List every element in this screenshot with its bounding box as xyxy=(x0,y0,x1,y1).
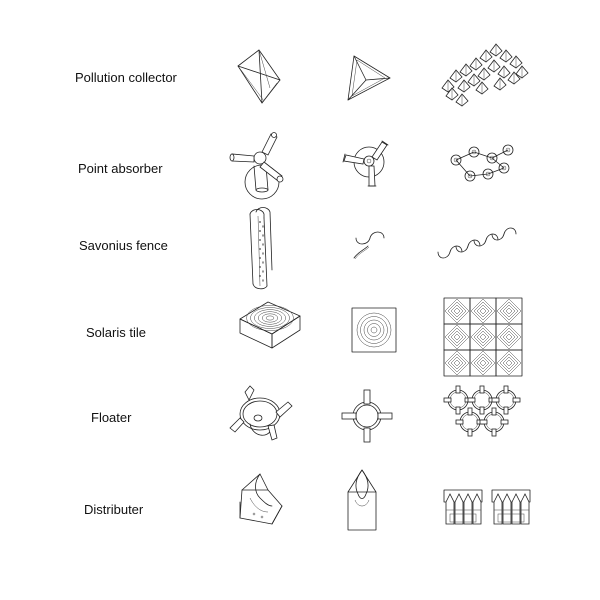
solaris-tile-plan-drawing xyxy=(322,284,422,384)
row-label: Distributer xyxy=(84,502,144,517)
row-floater xyxy=(0,370,600,470)
row-label: Point absorber xyxy=(78,161,163,176)
row-solaris-tile xyxy=(0,284,600,384)
pollution-collector-array-drawing xyxy=(434,28,534,128)
floater-axonometric-drawing xyxy=(210,370,310,470)
distributer-plan-drawing xyxy=(322,462,422,562)
floater-plan-drawing xyxy=(322,370,422,470)
row-label: Pollution collector xyxy=(75,70,177,85)
row-distributer xyxy=(0,462,600,562)
row-label: Floater xyxy=(91,410,132,425)
floater-array-drawing xyxy=(434,370,534,470)
row-pollution-collector xyxy=(0,28,600,128)
pollution-collector-plan-drawing xyxy=(322,28,422,128)
solaris-tile-array-drawing xyxy=(434,284,534,384)
row-label: Savonius fence xyxy=(79,238,168,253)
distributer-axonometric-drawing xyxy=(210,462,310,562)
solaris-tile-axonometric-drawing xyxy=(210,284,310,384)
row-label: Solaris tile xyxy=(86,325,146,340)
distributer-array-drawing xyxy=(434,462,534,562)
pollution-collector-axonometric-drawing xyxy=(210,28,310,128)
